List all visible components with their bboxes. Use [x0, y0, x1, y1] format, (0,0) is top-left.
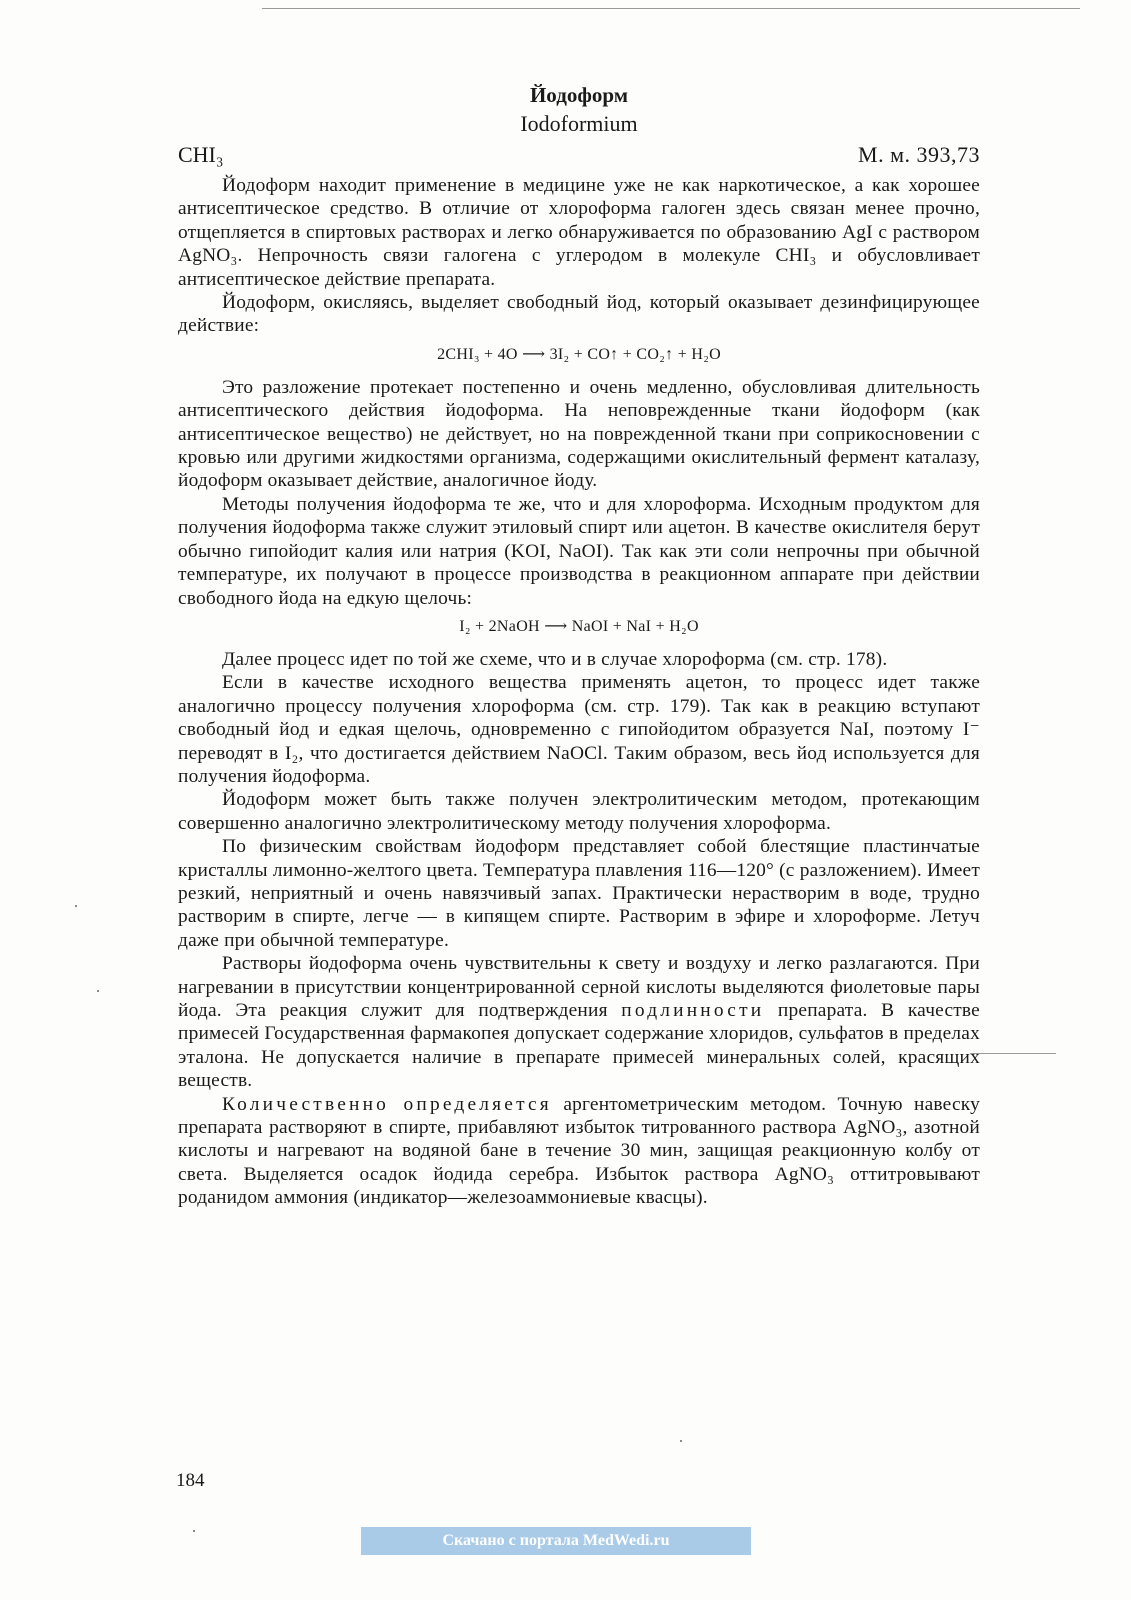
equation-1: 2CHI₃ + 4O ⟶ 3I₂ + CO↑ + CO₂↑ + H₂O: [437, 345, 721, 363]
spaced-term-authenticity: подлинности: [621, 1000, 765, 1021]
equation-2: I₂ + 2NaOH ⟶ NaOI + NaI + H₂O: [459, 617, 699, 635]
paragraph-5: Далее процесс идет по той же схеме, что и в случае хлороформа (см. стр. 178).: [222, 648, 888, 670]
latin-title: Iodoformium: [520, 111, 638, 136]
top-rule: [262, 8, 1080, 9]
scan-speck: [193, 1530, 195, 1532]
page-title: Йодоформ: [529, 83, 629, 107]
paragraph-9: [178, 952, 980, 1092]
paragraph-6: Если в качестве исходного вещества применять ацетон, то процесс идет также аналогично процессу получения хлороформа (см. стр. 179). Так как в реакцию вступают свободный йод и едкая щелочь, одновременно с гипойодитом образуется NaI, поэтому I⁻ переводят в I₂, что достигается действием NaOCl. Таким образом, весь йод используется для получения йодоформа.: [178, 672, 980, 787]
formula-line: [178, 140, 980, 170]
paragraph-2: Йодоформ, окисляясь, выделяет свободный йод, который оказывает дезинфицирующее действие:: [178, 292, 980, 337]
paragraph-8: По физическим свойствам йодоформ представляет собой блестящие пластинчатые кристаллы лимонно-желтого цвета. Температура плавления 116—120° (с разложением). Имеет резкий, неприятный и очень навязчивый запах. Практически нерастворим в воде, трудно растворим в спирте, легче — в кипящем спирте. Растворим в эфире и хлороформе. Летуч даже при обычной температуре.: [178, 836, 980, 951]
paragraph-4: Методы получения йодоформа те же, что и для хлороформа. Исходным продуктом для получения йодоформа также служит этиловый спирт или ацетон. В качестве окислителя берут обычно гипойодит калия или натрия (KOI, NaOI). Так как эти соли непрочны при обычной температуре, их получают в процессе производства в реакционном аппарате при действии свободного йода на едкую щелочь:: [178, 493, 980, 609]
molecular-weight: М. м. 393,73: [858, 142, 980, 167]
scan-speck: [680, 1440, 682, 1442]
paragraph-10: [178, 1093, 980, 1210]
paragraph-9-part-a: Растворы йодоформа очень чувствительны к свету и воздуху и легко разлагаются. При нагревании в присутствии концентрированной серной кислоты выделяются фиолетовые пары йода. Эта реакция служит для подтверждения: [178, 953, 980, 1021]
paragraph-10-part-b: аргентометрическим методом. Точную навеску препарата растворяют в спирте, прибавляют избыток титрованного раствора AgNO₃, азотной кислоты и нагревают на водяной бане в течение 30 мин, защищая реакционную колбу от света. Выделяется осадок йодида серебра. Избыток раствора AgNO₃ оттитровывают роданидом аммония (индикатор—железоаммониевые квасцы).: [178, 1093, 980, 1209]
page-number: 184: [176, 1470, 205, 1491]
chemical-formula: CHI₃: [178, 142, 224, 167]
paragraph-7: Йодоформ может быть также получен электролитическим методом, протекающим совершенно аналогично электролитическому методу получения хлороформа.: [178, 789, 980, 834]
scan-speck: [75, 905, 77, 907]
page-content: [178, 80, 980, 1210]
paragraph-3: Это разложение протекает постепенно и очень медленно, обусловливая длительность антисептического действия йодоформа. На неповрежденные ткани йодоформ (как антисептическое вещество) не действует, но на поврежденной ткани при соприкосновении с кровью или другими жидкостями организма, содержащими окислительный фермент каталазу, йодоформ оказывает действие, аналогичное йоду.: [178, 376, 980, 492]
side-rule: [970, 1053, 1056, 1054]
paragraph-1: Йодоформ находит применение в медицине уже не как наркотическое, а как хорошее антисептическое средство. В отличие от хлороформа галоген здесь связан менее прочно, отщепляется в спиртовых растворах и легко обнаруживается по образованию AgI с раствором AgNO₃. Непрочность связи галогена с углеродом в молекуле CHI₃ и обусловливает антисептическое действие препарата.: [178, 175, 980, 290]
watermark-banner: Скачано с портала MedWedi.ru: [361, 1527, 751, 1555]
paragraph-9-part-b: препарата. В качестве примесей Государственная фармакопея допускает содержание хлоридов, сульфатов в пределах эталона. Не допускается наличие в препарате примесей минеральных солей, красящих веществ.: [178, 1000, 980, 1092]
scan-speck: [97, 990, 99, 992]
spaced-term-quantitative: Количественно определяется: [222, 1093, 552, 1115]
